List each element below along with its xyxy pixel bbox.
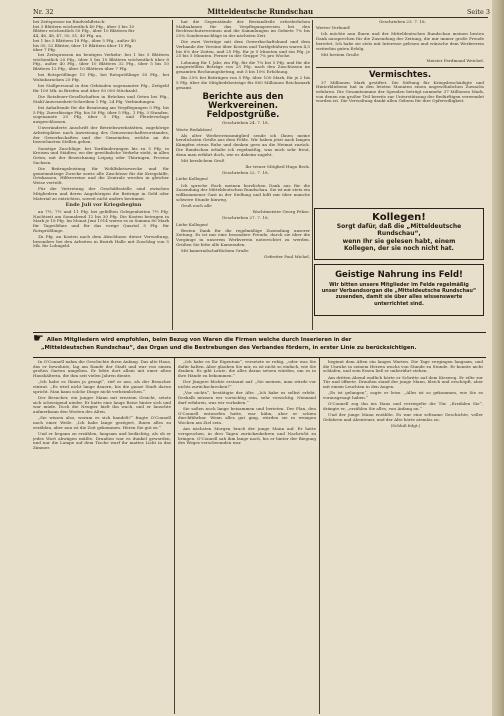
story-paragraph: In O'Connell nahm die Geschichte ihren Anfang. Das alte Haus, das er bewohnte, lag am Rande der Stadt und war von einem großen Garten umgeben. Er lebte dort allein mit einer alten Haushälterin, die ihm seit vielen Jahren diente. (33, 360, 171, 379)
members-notice-banner (33, 332, 486, 358)
banner-text: Allen Mitgliedern wird empfohlen, beim Bezug von Waren die Firmen welche durch Inserieren in der (46, 337, 352, 343)
page-number: Nr. 32 (33, 8, 54, 16)
article-paragraph: bei Anhaltende für die Besatzung am Verpflegungen 5 Pfg. bis 5 Pfg. Zuverlässige Pfg. bis 50 Pfg. über 5 Pfg., 1 Pfg. 3 Stunden, sogenannte 20 Pfg. über 5 Pfg. und Pferdevorlage ausgeschlossen. (33, 104, 169, 125)
banner-line-2: „Mitteldeutschen Rundschau“, das Organ und die Bestrebungen des Verbandes fördern, in erster Linie zu berücksichtigen. (41, 344, 417, 351)
story-paragraph: Sie saßen noch lange beisammen und berieten. Der Plan, den O'Connell entworfen hatte, war kühn, aber er schien durchführbar. Wenn alles gut ging, würden sie in wenigen Wochen am Ziel sein. (178, 405, 316, 425)
column-2 (176, 20, 310, 328)
article-paragraph: Sonstige Zuschläge: bei Tarifänderungen bis zu 5 Pfg. in Kreisen und Städten, wo der gewöhnliche Verkehr steht, in allen Orten, mit der Bezeichnung Leipzig oder Thüringen, Provinz Sachsen. (33, 145, 169, 165)
ad-line: wenn Ihr sie gelesen habt, einem (342, 237, 456, 245)
story-paragraph: beginnt dem Alten ein langes Warten. Die Tage vergingen langsam, und die Unruhe in seinem Herzen wuchs von Stunde zu Stunde. Er konnte nicht schlafen, und sein Essen ließ er unberührt stehen. (323, 360, 483, 374)
letter-date: Geschrieben 23. 7. 18. (379, 20, 426, 24)
letter-signature: Wachtmeister Georg Fehse. (252, 209, 310, 215)
section-rule (316, 67, 484, 68)
kollegen-ad (314, 208, 484, 260)
section-heading: Ende Juli vor Kriegsbeginn (65, 201, 142, 208)
geistige-nahrung-ad (314, 264, 484, 316)
article-paragraph: bei Zeitsprossen im heutigen Verkehr: bei 1 bis 5 Blättern wöchentlich 20 Pfg., über 5 bis 10 Blättern wöchentlich über 8 Pfg., außer 40 Pfg., über 10 Blättern 32 Pfg., über 5 bis 10 Blättern 12 Pfg., über 10 Blättern über 7 Pfg. (33, 51, 169, 72)
ad-headline: Geistige Nahrung ins Feld! (335, 270, 463, 280)
article-line: bei 1 bis 5 Blättern 18 Pfg., über 5 Pfg., außer 40 (33, 37, 136, 43)
article-line: bei Zeitsprosse im Rindviehfleisch: (33, 20, 106, 24)
header-rule (33, 17, 488, 18)
column-divider (172, 20, 173, 330)
letter-salutation: Werter Verbund! (316, 25, 351, 31)
letter-body: Ich möchte nun Ihnen und der Mitteldeutschen Rundschau meinen besten Dank aussprechen für die Zusendung der Zeitung, die mir immer große Freude bereitet. Ich habe sie stets mit Interesse gelesen und wünsche dem Werkverein weiterhin guten Erfolg. (316, 31, 484, 51)
column-3 (316, 20, 484, 204)
letter-signature: Meister Ferdinand Weichel. (426, 57, 484, 63)
letter-signature: Gefreiter Paul Michel. (264, 254, 310, 260)
column-divider (312, 20, 313, 330)
story-paragraph: Und der junge Mann erzählte. Es war eine seltsame Geschichte, voller Gefahren und Abenteuer, und der Alte hörte atemlos zu. (323, 412, 483, 422)
article-line: bei 3 Blättern wöchentlich 40 Pfg., über 3 bis 10 (33, 23, 135, 29)
story-paragraph: Am dritten Abend endlich hörte er Schritte auf dem Kiesweg. Er eilte zur Tür und öffnete. Draußen stand der junge Mann, bleich und erschöpft, aber mit einem Leuchten in den Augen. (323, 374, 483, 390)
story-paragraph: Der Besucher, ein junger Mann mit ernstem Gesicht, setzte sich schweigend nieder. Er hatte eine lange Reise hinter sich und war müde. Doch die Neugier hielt ihn wach, und er lauschte aufmerksam den Worten des Alten. (33, 394, 171, 415)
article-paragraph: Die zwei Verträge mit dem Gewerkschaftsbund und dem Verbande der Vereine über Kosten und Tarifgebühren waren 4,5 bis 6% der Zeiten, und 25 Pfg. für je 5 Minuten und ein Pfg. je 25 bis 5 Minuten. Ferner in der Gruppe 7% pro Woche. (176, 39, 310, 59)
letter-closing: Mit bestem Gruße (321, 51, 359, 57)
column-divider (174, 358, 175, 714)
story-paragraph: Am nächsten Morgen brach der junge Mann auf. Er hatte versprochen, in drei Tagen zurückzukehren und Nachricht zu bringen. O'Connell sah ihm lange nach, bis er hinter der Biegung des Weges verschwunden war. (178, 426, 316, 446)
column-1 (33, 20, 169, 328)
article-paragraph: Lohnung für 1 Jahr, ein Pfg. für die 7% bei 5 Pfg. und für die ausgestellten Beträge von 25 Pfg. nach den Zuschüssen im gesamten Rechnungsbetrag, mit 5 bis 10% Erhöhung. (176, 59, 310, 75)
story-paragraph: „Ich habe es Ihr Eigentum“, versetzte er ruhig, „oder was Sie dafür halten. Aber glauben Sie mir, es ist nicht so einfach, wie Sie denken. Es gibt Leute, die alles daran setzen würden, um es in ihre Hände zu bekommen.“ (178, 360, 316, 379)
article-paragraph: 37 Millionen Mark gestiftet. Die Stiftung für Kriegsbeschädigte und Hinterbliebene hat in den letzten Monaten einen ungewöhnlichen Zuwachs erfahren. Die Gesamtsumme der Spenden beträgt nunmehr 37 Millionen Mark, von denen ein großer Teil bereits zur Unterstützung der Bedürftigen verwendet worden ist. Die Verwaltung dankt allen Gebern für ihre Opferwilligkeit. (316, 79, 484, 104)
story-paragraph: „Sie wissen also, worum es sich handelt?“ fragte O'Connell nach einer Weile. „Ich habe lange gezögert, Ihnen alles zu erzählen, aber nun ist die Zeit gekommen. Hören Sie gut zu.“ (33, 415, 171, 430)
letter-salutation: Werte Redaktion! (176, 126, 213, 132)
page-header (33, 4, 490, 16)
story-paragraph: Und er begann zu erzählen, langsam und bedächtig, als ob er jedes Wort abwägen müßte. Draußen war es dunkel geworden, und nur die Lampe auf dem Tische warf ihr mattes Licht in das Zimmer. (33, 430, 171, 450)
article-paragraph: Die Beitragsleistung für Wohlfahrtszwecke und für gemeinnützige Zwecke sowie alle Zuschüsse für die Kriegshilfe, Ortskassen, Hilfsvereine und die Zentrale werden in gleicher Weise verteilt. (33, 165, 169, 185)
story-paragraph: „Ich habe es Ihnen ja gesagt“, rief er aus, als der Besucher eintrat. „Es wird nicht lange dauern, bis die ganze Stadt davon spricht. Man kann solche Dinge nicht verheimlichen.“ (33, 379, 171, 394)
article-paragraph: Bis 25% bei Beiträgen von 5 Pfg. über 100 Mark, für je 2 bis 5 Pfg. über die Mitgliedsbeiträge für 800 Millionen Reichsmark gesamt. (176, 75, 310, 90)
vermischtes-heading: Vermischtes. (368, 69, 432, 80)
letter-body: Als alter Werkvereinsmitglied sende ich Ihnen meine herzlichsten Grüße aus dem Felde. Wir haben jetzt nach langen Kämpfen etwas Ruhe und denken gern an die Heimat zurück. Die Rundschau erhalte ich regelmäßig, was mich sehr freut, denn man erfährt doch, wie es daheim zugeht. (176, 132, 310, 157)
banner-line-1 (33, 331, 486, 345)
letter-date: Geschrieben 24. 7. 18. (222, 120, 269, 126)
ad-text: Wir bitten unsere Mitglieder im Felde regelmäßig unser Verbandsorgan die „Mitteldeutsche Rundschau“ zusenden, damit sie über alles wissenswerte unterrichtet sind. (321, 282, 477, 307)
article-paragraph: hat die Gegenstände der Bestandteile erforderlichen Maßnahmen für das Verpflegungswesen bei den Rechtsschutzvereinen und die Sammlungen im Gebiete 7% bis 25% Sonderzuschläge in der nächsten Zeit. (176, 20, 310, 39)
letter-closing: Gruß euch alle (181, 202, 212, 208)
page-edge (492, 0, 504, 716)
werkvereine-heading: Berichte aus den Werkvereinen. Feldpostgrüße. (202, 92, 284, 121)
story-paragraph: Der Jüngere blickte erstaunt auf. „Sie meinen, man würde vor nichts zurückschrecken?“ (178, 379, 316, 390)
article-paragraph: Zu Pfg. an Kosten nach dem Abschlusse dieser Verwaltung, besonders bei den Arbeiten in Bezirk Halle mit Zuschlag von 5 Mk. für Lohngeld. (33, 233, 169, 249)
continuation-note: (Schluß folgt.) (390, 422, 421, 428)
story-paragraph: „Es ist gelungen“, sagte er leise. „Alles ist so gekommen, wie Sie es vorausgesagt haben.“ (323, 390, 483, 400)
article-paragraph: Die Rotzfeuer-Gesellschaften in Brücken und Orten bei Pfg., Stahl-Anwesenheit-Schreiben 1 Pfg. 24 Pfg. Verbindungen. (33, 94, 169, 104)
article-paragraph: an 7½, 7½ und 11 Pfg. bei gefüllten Gelegenheiten 7½ Pfg. Nachtzeit am Sonnabend 12 bis 30 Pfg. Die Kosten betragen in Mark je 18 Pfg. Im Monat Juni 1914 waren es in Summa 80 Mark für Tageslöhne und für das vorige Quartal 5 Pfg. für Rotsprößlinge. (33, 208, 169, 233)
ad-line: Kollegen, der sie noch nicht hat. (344, 244, 454, 252)
pointing-hand-icon: ☛ (33, 331, 44, 345)
story-column-3 (323, 360, 483, 712)
article-paragraph: bei Rotsprößlinge 15 Pfg., bei Rotsprößlinge 30 Pfg., bei Wohnbaracken 25 Pfg. (33, 72, 169, 82)
article-paragraph: Für die Vertretung der Geschäftsstelle sind zwischen Mitgliedern und deren Angehörigen die Beiträge in Geld oder Material zu entrichten, soweit nicht anders bestimmt. (33, 186, 169, 201)
letter-date: Geschrieben 27. 7. 18. (222, 215, 269, 221)
story-paragraph: O'Connell zog ihn ins Haus und verriegelte die Tür. „Erzählen Sie“, drängte er, „erzählen Sie alles, von Anfang an.“ (323, 401, 483, 411)
article-paragraph: Unveränderte Anschrift der Betriebswerkstätten, zugehörige Arbeitsplätze nach Anweisung des Genossenschaftsvorstandes, der Gewerkschaften und der Gemeinden, welche an die bezeichneten Stellen gehen. (33, 125, 169, 145)
article-line: Blätter wöchentlich 50 Pfg., über 10 Blättern für (33, 28, 135, 34)
letter-body: Besten Dank für die regelmäßige Zusendung unserer Zeitung. Es ist mir eine besondere Freude, durch sie über die Vorgänge in unserem Werkverein unterrichtet zu werden. Grüßen Sie bitte alle Kameraden. (176, 227, 310, 247)
article-line: 44, 46, 48, 47, 50, 51, 40 Pfg. an, (33, 33, 103, 39)
page-label: Seite 3 (466, 8, 490, 16)
letter-salutation: Liebe Kollegen! (176, 221, 209, 227)
article-line: bis 50, 52 Blätter, über 10 Blättern über 15 Pfg. (33, 42, 133, 48)
letter-closing: Mit herzlichem Gruß (181, 157, 225, 163)
article-paragraph: bei Stallpersonal in den Gebäuden sogenannter Pfg., Zeitgeld für 100 Mk. in Briefen und über 50 000 Stückzahl. (33, 83, 169, 93)
article-line: über 7 Pfg. (33, 47, 57, 53)
letter-date: Geschrieben 22. 7. 18. (222, 170, 269, 176)
letter-salutation: Liebe Kollegen! (176, 176, 209, 182)
letter-signature: Ihr treuer Mitglied Hugo Beck. (245, 163, 310, 169)
story-paragraph: „Vor nichts“, bestätigte der Alte. „Ich habe es selbst erlebt. Deshalb müssen wir vorsichtig sein, sehr vorsichtig. Niemand darf erfahren, was wir vorhaben.“ (178, 390, 316, 405)
ad-headline: Kollegen! (372, 212, 426, 223)
letter-closing: Mit kameradschaftlichem Gruße (181, 248, 249, 254)
story-column-2 (178, 360, 316, 712)
masthead-title: Mitteldeutsche Rundschau (207, 7, 314, 16)
column-divider (319, 358, 320, 714)
ad-line: Sorgt dafür, daß die „Mitteldeutsche Rundschau“, (336, 223, 462, 238)
story-column-1 (33, 360, 171, 712)
letter-body: Ich spreche Euch meinen herzlichen Dank aus für die Zusendung der Mitteldeutschen Rundschau. Sie ist mir stets ein willkommener Gast in der Stellung und hilft mir über manche schwere Stunde hinweg. (176, 182, 310, 202)
